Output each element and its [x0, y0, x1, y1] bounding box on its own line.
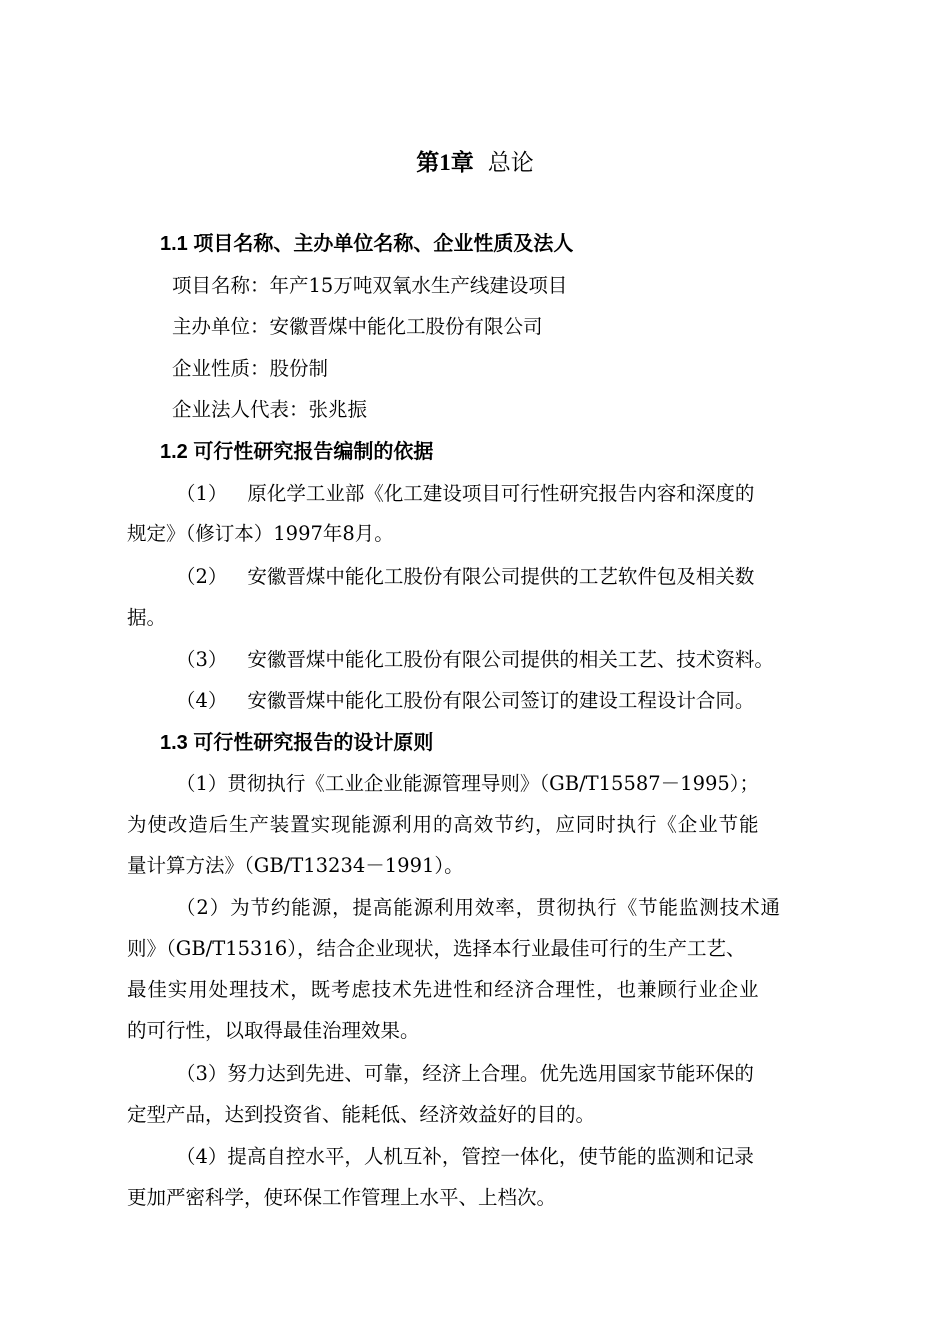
- principle-4-line-2: 更加严密科学，使环保工作管理上水平、上档次。: [127, 1186, 557, 1209]
- principle-2-line-1: （2）为节约能源，提高能源利用效率，贯彻执行《节能监测技术通: [176, 896, 781, 919]
- basis-item-4: [176, 686, 754, 716]
- principle-2-line-3: 最佳实用处理技术，既考虑技术先进性和经济合理性，也兼顾行业企业: [127, 978, 760, 1001]
- basis-item-1: [176, 479, 754, 509]
- basis-item-3: [176, 645, 774, 675]
- principle-1-line-2: 为使改造后生产装置实现能源利用的高效节约，应同时执行《企业节能: [127, 813, 760, 836]
- basis-item-2-continued: 据。: [127, 606, 167, 629]
- basis-item-text: 安徽晋煤中能化工股份有限公司签订的建设工程设计合同。: [247, 689, 755, 712]
- basis-item-marker: （1）: [176, 482, 228, 505]
- legal-representative: 企业法人代表：张兆振: [172, 398, 368, 421]
- sponsor-unit: 主办单位：安徽晋煤中能化工股份有限公司: [172, 315, 543, 338]
- section-heading-1-3: 1.3 可行性研究报告的设计原则: [160, 732, 434, 754]
- enterprise-nature: 企业性质：股份制: [172, 357, 329, 380]
- basis-item-2: [176, 562, 754, 592]
- principle-1-line-3: 量计算方法》（GB/T13234－1991）。: [127, 854, 464, 877]
- principle-4-line-1: （4）提高自控水平，人机互补，管控一体化，使节能的监测和记录: [176, 1145, 754, 1168]
- principle-1-line-1: （1）贯彻执行《工业企业能源管理导则》（GB/T15587－1995）；: [176, 772, 760, 795]
- basis-item-1-continued: 规定》（修订本）1997年8月。: [127, 522, 394, 545]
- principle-3-line-1: （3）努力达到先进、可靠，经济上合理。优先选用国家节能环保的: [176, 1062, 754, 1085]
- project-name: 项目名称：年产15万吨双氧水生产线建设项目: [172, 274, 568, 297]
- chapter-name: 总论: [487, 150, 534, 176]
- chapter-title: [0, 146, 950, 180]
- principle-2-line-2: 则》（GB/T15316），结合企业现状，选择本行业最佳可行的生产工艺、: [127, 937, 746, 960]
- basis-item-text: 安徽晋煤中能化工股份有限公司提供的工艺软件包及相关数: [247, 565, 755, 588]
- basis-item-text: 原化学工业部《化工建设项目可行性研究报告内容和深度的: [247, 482, 755, 505]
- section-heading-1-2: 1.2 可行性研究报告编制的依据: [160, 441, 434, 463]
- principle-2-line-4: 的可行性，以取得最佳治理效果。: [127, 1019, 420, 1042]
- basis-item-marker: （2）: [176, 565, 228, 588]
- chapter-number: 第1章: [416, 150, 474, 175]
- basis-item-text: 安徽晋煤中能化工股份有限公司提供的相关工艺、技术资料。: [247, 648, 774, 671]
- basis-item-marker: （4）: [176, 689, 228, 712]
- basis-item-marker: （3）: [176, 648, 228, 671]
- section-heading-1-1: 1.1 项目名称、主办单位名称、企业性质及法人: [160, 233, 574, 255]
- principle-3-line-2: 定型产品，达到投资省、能耗低、经济效益好的目的。: [127, 1103, 596, 1126]
